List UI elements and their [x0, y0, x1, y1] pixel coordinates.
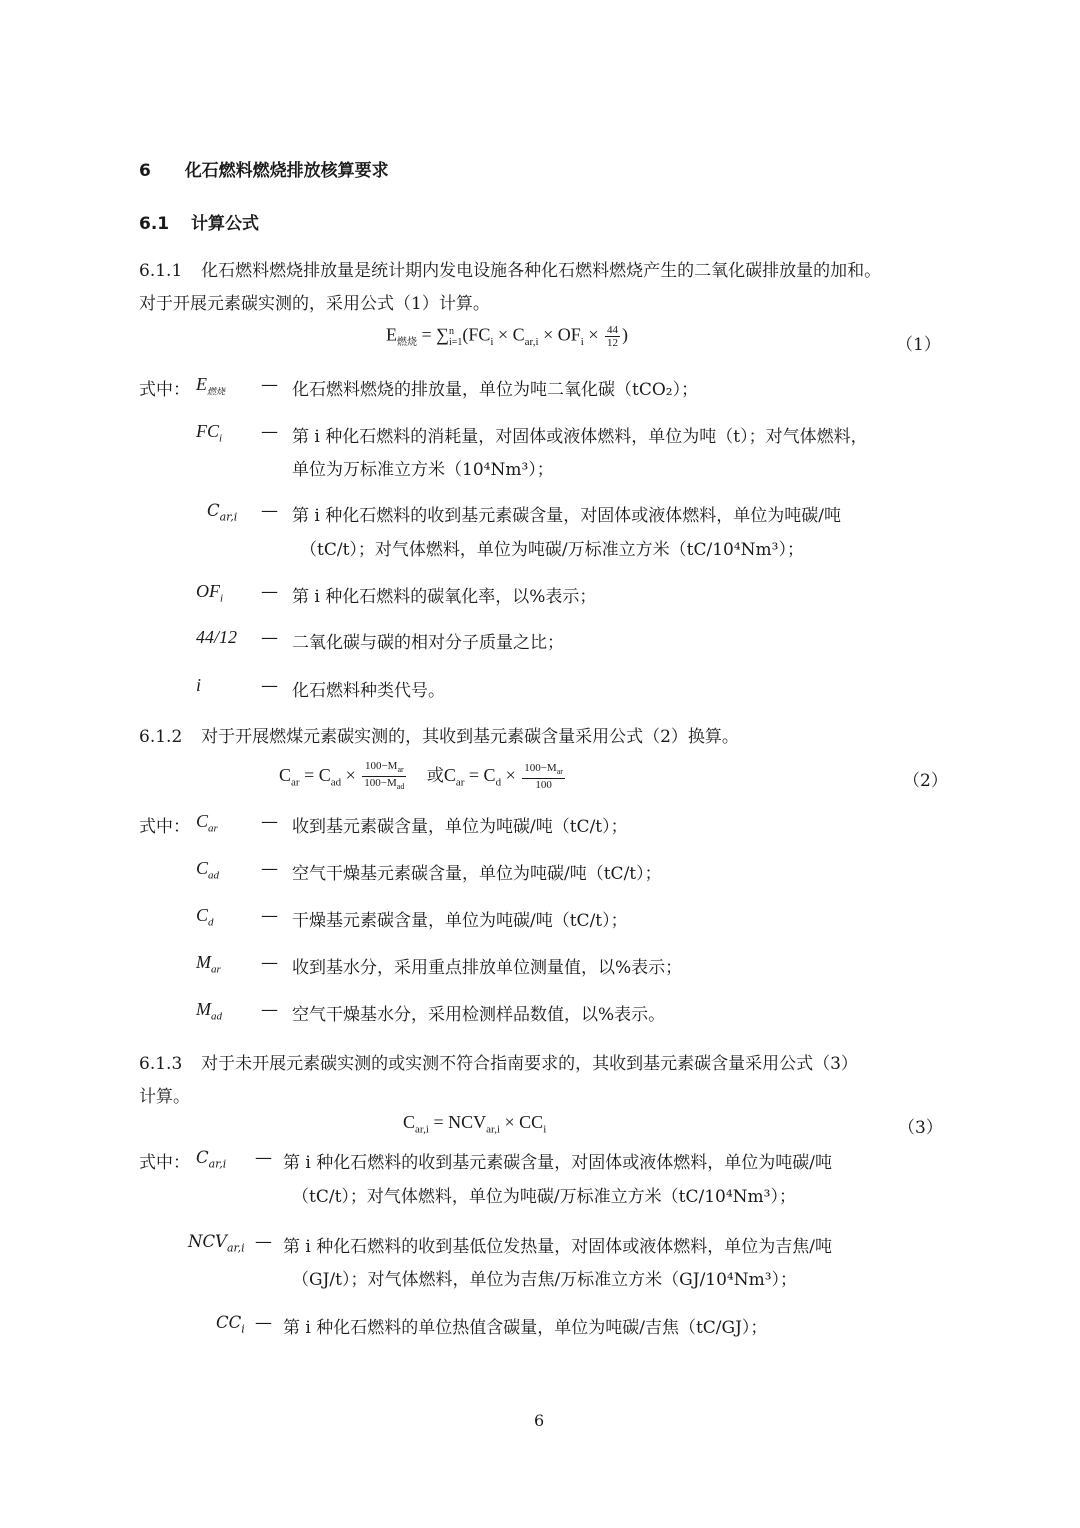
- clause-text: 对于未开展元素碳实测的或实测不符合指南要求的，其收到基元素碳含量采用公式（3）: [201, 1054, 858, 1074]
- section-number: 6.1: [139, 214, 170, 234]
- legend-dash: —: [255, 1232, 272, 1252]
- legend-dash: —: [261, 1000, 278, 1020]
- legend-symbol: $C_d$: [196, 905, 214, 929]
- formula-2-tag: （2）: [903, 771, 948, 791]
- formula-1: $E_{燃烧}$ = ∑ n i=1 ($FC_i \times C_{ar,i} \times OF_i$ × $\frac{44}{12}$ ): [386, 324, 628, 349]
- legend-description: 化石燃料燃烧的排放量，单位为吨二氧化碳（tCO₂）；: [292, 380, 699, 400]
- legend-description: 第 i 种化石燃料的收到基元素碳含量，对固体或液体燃料，单位为吨碳/吨: [283, 1153, 832, 1173]
- legend-description-cont: （tC/t）；对气体燃料，单位为吨碳/万标准立方米（tC/10⁴Nm³）；: [292, 1187, 796, 1207]
- section-6-heading: [139, 156, 389, 181]
- clause-number: 6.1.1: [139, 261, 183, 281]
- legend-dash: —: [261, 676, 278, 696]
- section-number: 6: [139, 161, 151, 181]
- clause-text: 对于开展燃煤元素碳实测的，其收到基元素碳含量采用公式（2）换算。: [201, 727, 739, 747]
- legend-description: 第 i 种化石燃料的碳氧化率，以%表示；: [292, 587, 597, 607]
- legend-symbol: $CC_i$: [216, 1313, 245, 1336]
- paragraph-6-1-3-line2: 计算。: [139, 1087, 190, 1107]
- formula-3-tag: （3）: [898, 1118, 943, 1138]
- clause-number: 6.1.3: [139, 1054, 183, 1074]
- legend-description: 化石燃料种类代号。: [292, 681, 445, 701]
- legend-dash: —: [261, 628, 278, 648]
- paragraph-6-1-2: [139, 722, 739, 747]
- legend-prefix: 式中：: [139, 1153, 190, 1173]
- legend-description: 收到基水分，采用重点排放单位测量值，以%表示；: [292, 958, 683, 978]
- legend-symbol: $C_{ad}$: [196, 858, 220, 882]
- legend-description: 第 i 种化石燃料的单位热值含碳量，单位为吨碳/吉焦（tC/GJ）；: [283, 1318, 768, 1338]
- legend-dash: —: [261, 953, 278, 973]
- legend-dash: —: [261, 375, 278, 395]
- legend-dash: —: [261, 582, 278, 602]
- page-number: 6: [534, 1411, 545, 1430]
- legend-dash: —: [261, 501, 278, 521]
- paragraph-6-1-3-line1: [139, 1049, 858, 1074]
- legend-description: 收到基元素碳含量，单位为吨碳/吨（tC/t）；: [292, 817, 628, 837]
- legend-dash: —: [261, 812, 278, 832]
- legend-dash: —: [255, 1313, 272, 1333]
- legend-symbol: $E_{燃烧}$: [196, 374, 226, 398]
- legend-symbol: $NCV_{ar,i}$: [188, 1232, 245, 1255]
- legend-dash: —: [255, 1148, 272, 1168]
- legend-dash: —: [261, 422, 278, 442]
- legend-prefix: 式中：: [139, 817, 190, 837]
- legend-dash: —: [261, 906, 278, 926]
- legend-description: 第 i 种化石燃料的收到基低位发热量，对固体或液体燃料，单位为吉焦/吨: [283, 1237, 832, 1257]
- paragraph-6-1-1-line2: 对于开展元素碳实测的，采用公式（1）计算。: [139, 294, 490, 314]
- legend-description: 空气干燥基水分，采用检测样品数值，以%表示。: [292, 1005, 666, 1025]
- legend-description: 干燥基元素碳含量，单位为吨碳/吨（tC/t）；: [292, 911, 628, 931]
- legend-symbol: $FC_i$: [196, 421, 223, 445]
- legend-symbol: i: [196, 675, 202, 695]
- legend-prefix: 式中：: [139, 380, 190, 400]
- formula-3: $C_{ar,i} = NCV_{ar,i} \times CC_i$: [403, 1112, 547, 1136]
- legend-description-cont: 单位为万标准立方米（10⁴Nm³）；: [292, 460, 554, 480]
- legend-symbol: $OF_i$: [196, 581, 224, 605]
- legend-description: 第 i 种化石燃料的消耗量，对固体或液体燃料，单位为吨（t）；对气体燃料，: [292, 427, 868, 447]
- legend-description: 空气干燥基元素碳含量，单位为吨碳/吨（tC/t）；: [292, 864, 662, 884]
- formula-2: $C_{ar} = C_{ad}$ × $\frac{100-M_{ar}}{100-M_{ad}}$ 或$C_{ar} = C_d$ × $\frac{100-M_{ar}}{100}$: [279, 760, 563, 792]
- legend-description-cont: （GJ/t）；对气体燃料，单位为吉焦/万标准立方米（GJ/10⁴Nm³）；: [292, 1270, 798, 1290]
- legend-symbol: 44/12: [196, 627, 238, 647]
- legend-description: 第 i 种化石燃料的收到基元素碳含量，对固体或液体燃料，单位为吨碳/吨: [292, 506, 841, 526]
- clause-number: 6.1.2: [139, 727, 183, 747]
- legend-symbol: $C_{ar,i}$: [196, 1148, 227, 1171]
- section-6-1-heading: [139, 209, 259, 234]
- legend-description-cont: （tC/t）；对气体燃料，单位为吨碳/万标准立方米（tC/10⁴Nm³）；: [300, 540, 804, 560]
- formula-1-tag: （1）: [896, 335, 941, 355]
- legend-symbol: $C_{ar}$: [196, 811, 218, 835]
- legend-description: 二氧化碳与碳的相对分子质量之比；: [292, 633, 564, 653]
- legend-symbol: $M_{ad}$: [196, 999, 222, 1023]
- section-title: 化石燃料燃烧排放核算要求: [184, 161, 389, 181]
- legend-dash: —: [261, 859, 278, 879]
- legend-symbol: $M_{ar}$: [196, 952, 221, 976]
- clause-text: 化石燃料燃烧排放量是统计期内发电设施各种化石燃料燃烧产生的二氧化碳排放量的加和。: [201, 261, 882, 281]
- section-title: 计算公式: [190, 214, 259, 234]
- legend-symbol: $C_{ar,i}$: [207, 501, 238, 524]
- paragraph-6-1-1-line1: [139, 256, 881, 281]
